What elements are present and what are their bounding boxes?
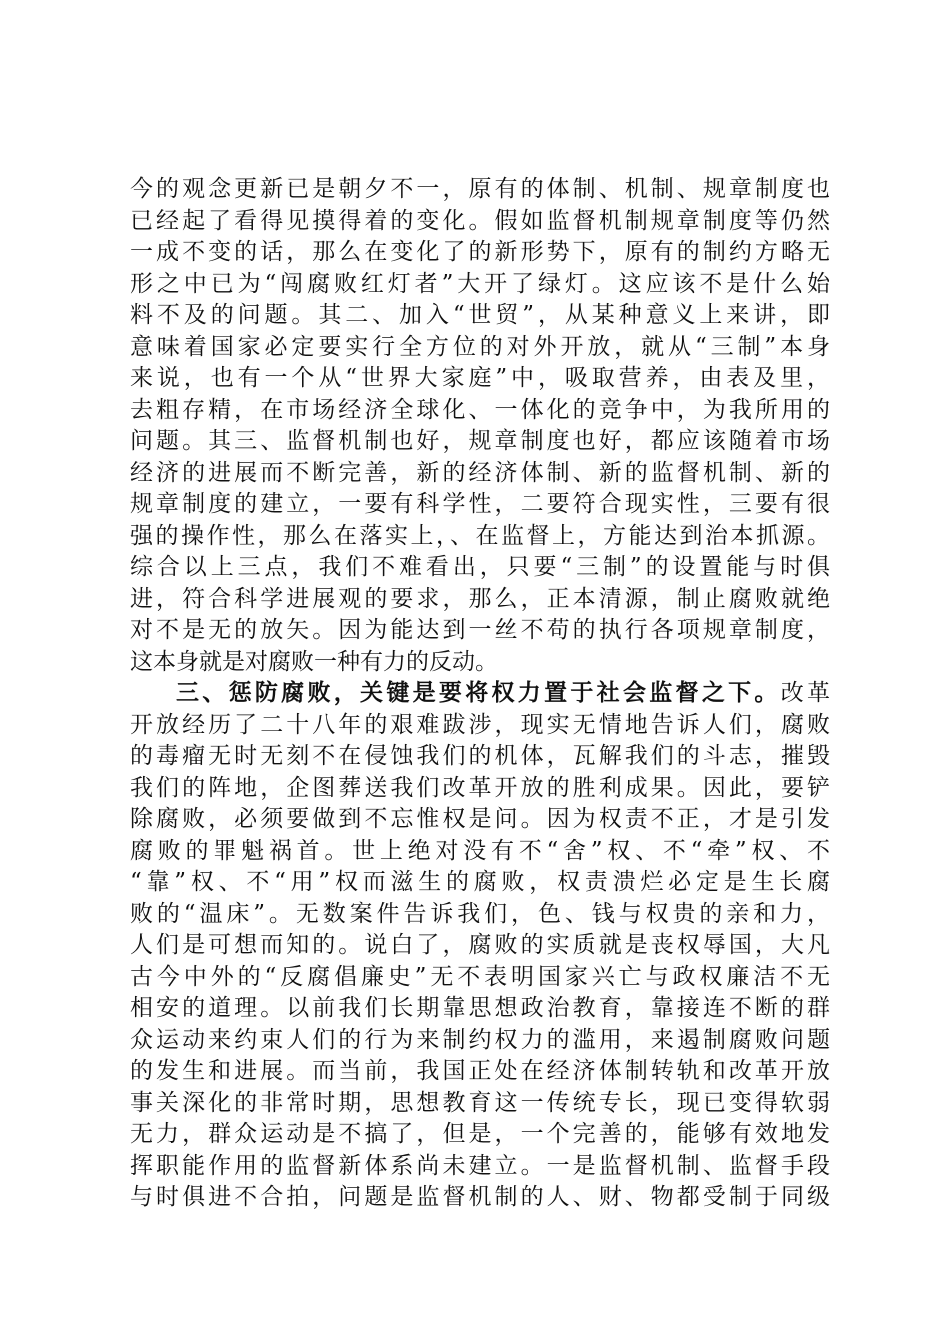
text-line: 规章制度的建立，一要有科学性，二要符合现实性，三要有很 xyxy=(130,491,830,517)
text-line: “靠”权、不“用”权而滋生的腐败，权责溃烂必定是生长腐 xyxy=(130,869,830,895)
paragraph-2 xyxy=(130,678,830,1214)
text-line: 我们的阵地，企图葬送我们改革开放的胜利成果。因此，要铲 xyxy=(130,774,830,801)
text-line: 相安的道理。以前我们长期靠思想政治教育，靠接连不断的群 xyxy=(130,995,830,1021)
text-line: 挥职能作用的监督新体系尚未建立。一是监督机制、监督手段 xyxy=(130,1152,830,1179)
text-line: 问题。其三、监督机制也好，规章制度也好，都应该随着市场 xyxy=(130,428,830,454)
text-line: 来说，也有一个从“世界大家庭”中，吸取营养，由表及里， xyxy=(130,365,830,391)
text-line: 众运动来约束人们的行为来制约权力的滥用，来遏制腐败问题 xyxy=(130,1026,830,1053)
text-line: 的发生和进展。而当前，我国正处在经济体制转轨和改革开放 xyxy=(130,1058,830,1084)
text-line: 腐败的罪魁祸首。世上绝对没有不“舍”权、不“牵”权、不 xyxy=(130,837,830,864)
text-line: 这本身就是对腐败一种有力的反动。 xyxy=(130,648,498,675)
section-heading: 三、惩防腐败，关键是要将权力置于社会监督之下。 xyxy=(176,680,781,706)
text-line: 无力，群众运动是不搞了，但是，一个完善的，能够有效地发 xyxy=(130,1121,830,1147)
text-line: 人们是可想而知的。说白了，腐败的实质就是丧权辱国，大凡 xyxy=(130,932,830,958)
text-line: 意味着国家必定要实行全方位的对外开放，就从“三制”本身 xyxy=(130,333,830,360)
text-line: 事关深化的非常时期，思想教育这一传统专长，现已变得软弱 xyxy=(130,1089,830,1116)
text-line: 今的观念更新已是朝夕不一，原有的体制、机制、规章制度也 xyxy=(130,176,830,202)
text-line: 的毒瘤无时无刻不在侵蚀我们的机体，瓦解我们的斗志，摧毁 xyxy=(130,743,830,769)
text-line: 料不及的问题。其二、加入“世贸”，从某种意义上来讲，即 xyxy=(130,302,830,328)
text-line: 开放经历了二十八年的艰难跋涉，现实无情地告诉人们，腐败 xyxy=(130,711,830,738)
text-line: 已经起了看得见摸得着的变化。假如监督机制规章制度等仍然 xyxy=(130,207,830,234)
text-line: 古今中外的“反腐倡廉史”无不表明国家兴亡与政权廉洁不无 xyxy=(130,963,830,990)
text-line: 一成不变的话，那么在变化了的新形势下，原有的制约方略无 xyxy=(130,239,830,265)
text-line: 综合以上三点，我们不难看出，只要“三制”的设置能与时俱 xyxy=(130,554,830,580)
document-body xyxy=(130,174,830,1214)
text-line: 去粗存精，在市场经济全球化、一体化的竞争中，为我所用的 xyxy=(130,396,830,423)
paragraph-1 xyxy=(130,174,830,678)
text-line: 进，符合科学进展观的要求，那么，正本清源，制止腐败就绝 xyxy=(130,585,830,612)
section-heading-line xyxy=(130,678,830,710)
text-line: 形之中已为“闯腐败红灯者”大开了绿灯。这应该不是什么始 xyxy=(130,270,830,297)
text-line: 经济的进展而不断完善，新的经济体制、新的监督机制、新的 xyxy=(130,459,830,486)
text-line: 败的“温床”。无数案件告诉我们，色、钱与权贵的亲和力， xyxy=(130,900,830,927)
text-line: 强的操作性，那么在落实上，、在监督上，方能达到治本抓源。 xyxy=(130,522,830,549)
text-line: 与时俱进不合拍，问题是监督机制的人、财、物都受制于同级 xyxy=(130,1184,830,1210)
heading-tail-text: 改革 xyxy=(780,680,831,706)
text-line: 对不是无的放矢。因为能达到一丝不苟的执行各项规章制度， xyxy=(130,617,830,643)
text-line: 除腐败，必须要做到不忘惟权是问。因为权责不正，才是引发 xyxy=(130,806,830,832)
